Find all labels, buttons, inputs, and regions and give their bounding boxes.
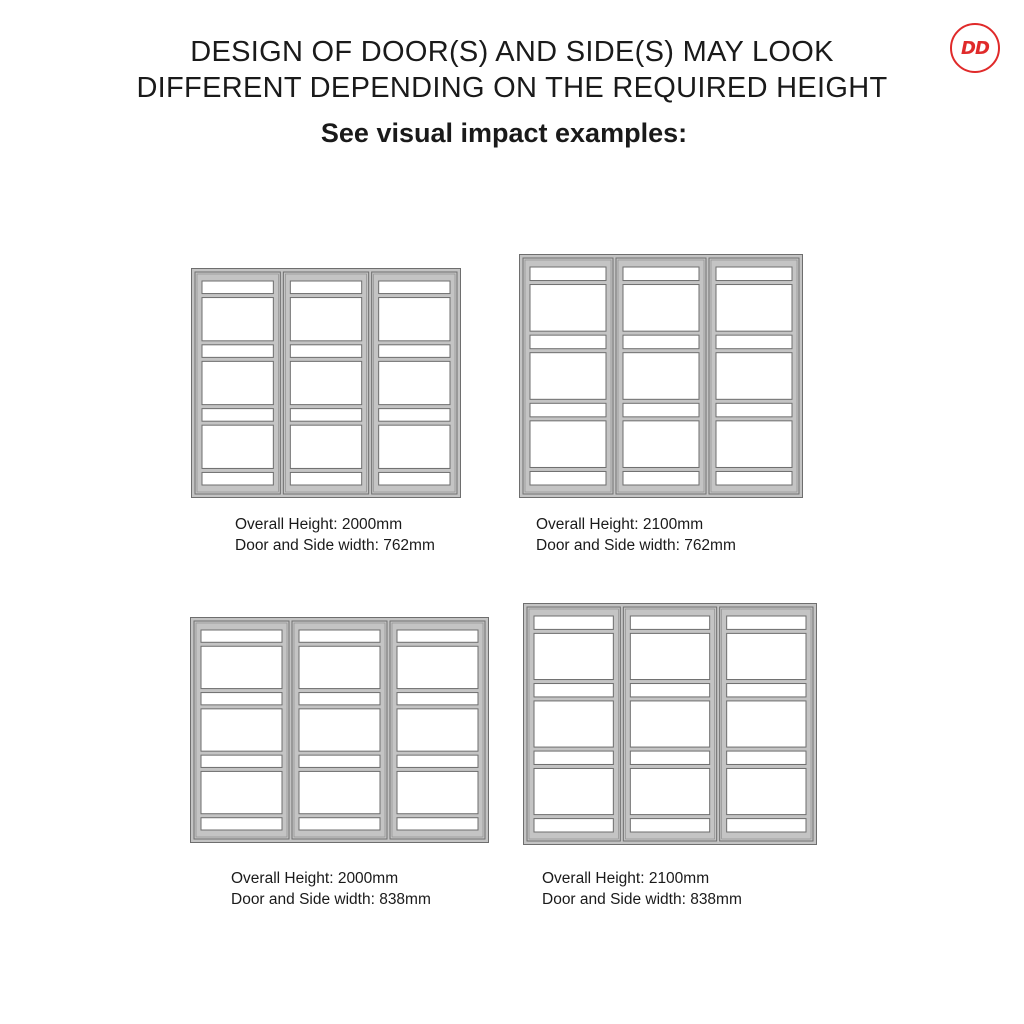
door-panel <box>292 621 387 839</box>
door-panel <box>616 258 706 494</box>
glass-pane <box>727 633 806 679</box>
glass-pane <box>201 693 282 705</box>
glass-pane <box>201 646 282 688</box>
overall-height-label: Overall Height: 2000mm <box>235 516 403 533</box>
door-width-label: Door and Side width: 838mm <box>231 891 431 908</box>
door-set-diagram <box>519 254 803 498</box>
glass-pane <box>727 616 806 629</box>
glass-pane <box>534 633 613 679</box>
glass-pane <box>530 335 606 349</box>
side-panel <box>709 258 799 494</box>
glass-pane <box>623 353 699 400</box>
glass-pane <box>716 421 792 468</box>
glass-pane <box>630 819 709 832</box>
glass-pane <box>716 267 792 281</box>
glass-pane <box>534 684 613 697</box>
glass-pane <box>530 471 606 485</box>
glass-pane <box>397 693 478 705</box>
overall-height-label: Overall Height: 2100mm <box>536 516 704 533</box>
glass-pane <box>397 818 478 830</box>
glass-pane <box>299 818 380 830</box>
door-set-diagram <box>191 268 461 498</box>
glass-pane <box>379 409 450 422</box>
door-width-label: Door and Side width: 762mm <box>536 537 736 554</box>
door-set-caption <box>235 514 435 556</box>
glass-pane <box>727 751 806 764</box>
brand-logo-text: DD <box>961 37 989 59</box>
glass-pane <box>397 771 478 813</box>
glass-pane <box>623 421 699 468</box>
glass-pane <box>202 472 273 485</box>
door-panel <box>527 607 620 841</box>
glass-pane <box>530 403 606 417</box>
heading-line-1: DESIGN OF DOOR(S) AND SIDE(S) MAY LOOK <box>190 36 834 68</box>
door-panel <box>523 258 613 494</box>
glass-pane <box>530 285 606 332</box>
glass-pane <box>299 771 380 813</box>
glass-pane <box>530 267 606 281</box>
brand-logo <box>950 23 1000 73</box>
glass-pane <box>379 281 450 294</box>
side-panel <box>390 621 485 839</box>
door-set-caption <box>542 868 742 910</box>
glass-pane <box>299 646 380 688</box>
glass-pane <box>623 335 699 349</box>
glass-pane <box>201 771 282 813</box>
door-panel <box>194 621 289 839</box>
glass-pane <box>630 768 709 814</box>
glass-pane <box>623 403 699 417</box>
glass-pane <box>290 409 361 422</box>
glass-pane <box>379 345 450 358</box>
glass-pane <box>716 353 792 400</box>
door-panel <box>623 607 716 841</box>
glass-pane <box>534 819 613 832</box>
door-set-diagram <box>523 603 817 845</box>
glass-pane <box>530 353 606 400</box>
door-panel <box>283 272 368 494</box>
glass-pane <box>201 755 282 767</box>
glass-pane <box>727 819 806 832</box>
overall-height-label: Overall Height: 2100mm <box>542 870 710 887</box>
glass-pane <box>290 298 361 341</box>
glass-pane <box>299 709 380 751</box>
glass-pane <box>630 684 709 697</box>
glass-pane <box>202 425 273 468</box>
side-panel <box>372 272 457 494</box>
door-set-diagram <box>190 617 489 843</box>
door-panel <box>195 272 280 494</box>
glass-pane <box>299 693 380 705</box>
glass-pane <box>727 701 806 747</box>
glass-pane <box>202 361 273 404</box>
glass-pane <box>397 646 478 688</box>
page-subtitle: See visual impact examples: <box>320 118 688 148</box>
glass-pane <box>201 818 282 830</box>
glass-pane <box>630 701 709 747</box>
glass-pane <box>397 630 478 642</box>
glass-pane <box>397 755 478 767</box>
glass-pane <box>716 285 792 332</box>
glass-pane <box>379 361 450 404</box>
heading-line-2: DIFFERENT DEPENDING ON THE REQUIRED HEIGHT <box>136 72 888 104</box>
overall-height-label: Overall Height: 2000mm <box>231 870 399 887</box>
glass-pane <box>290 345 361 358</box>
glass-pane <box>202 298 273 341</box>
glass-pane <box>716 403 792 417</box>
glass-pane <box>202 345 273 358</box>
glass-pane <box>727 684 806 697</box>
side-panel <box>720 607 813 841</box>
door-width-label: Door and Side width: 838mm <box>542 891 742 908</box>
door-set-caption <box>231 868 431 910</box>
glass-pane <box>534 768 613 814</box>
glass-pane <box>623 267 699 281</box>
glass-pane <box>202 409 273 422</box>
glass-pane <box>290 281 361 294</box>
glass-pane <box>727 768 806 814</box>
glass-pane <box>201 709 282 751</box>
glass-pane <box>299 630 380 642</box>
glass-pane <box>623 285 699 332</box>
glass-pane <box>630 633 709 679</box>
glass-pane <box>534 616 613 629</box>
glass-pane <box>202 281 273 294</box>
glass-pane <box>534 751 613 764</box>
glass-pane <box>534 701 613 747</box>
glass-pane <box>201 630 282 642</box>
glass-pane <box>290 472 361 485</box>
door-width-label: Door and Side width: 762mm <box>235 537 435 554</box>
glass-pane <box>397 709 478 751</box>
glass-pane <box>299 755 380 767</box>
glass-pane <box>630 616 709 629</box>
glass-pane <box>716 335 792 349</box>
glass-pane <box>379 472 450 485</box>
page-heading <box>0 34 1024 106</box>
glass-pane <box>379 298 450 341</box>
glass-pane <box>716 471 792 485</box>
glass-pane <box>530 421 606 468</box>
glass-pane <box>630 751 709 764</box>
glass-pane <box>290 361 361 404</box>
door-set-caption <box>536 514 736 556</box>
glass-pane <box>379 425 450 468</box>
glass-pane <box>623 471 699 485</box>
glass-pane <box>290 425 361 468</box>
